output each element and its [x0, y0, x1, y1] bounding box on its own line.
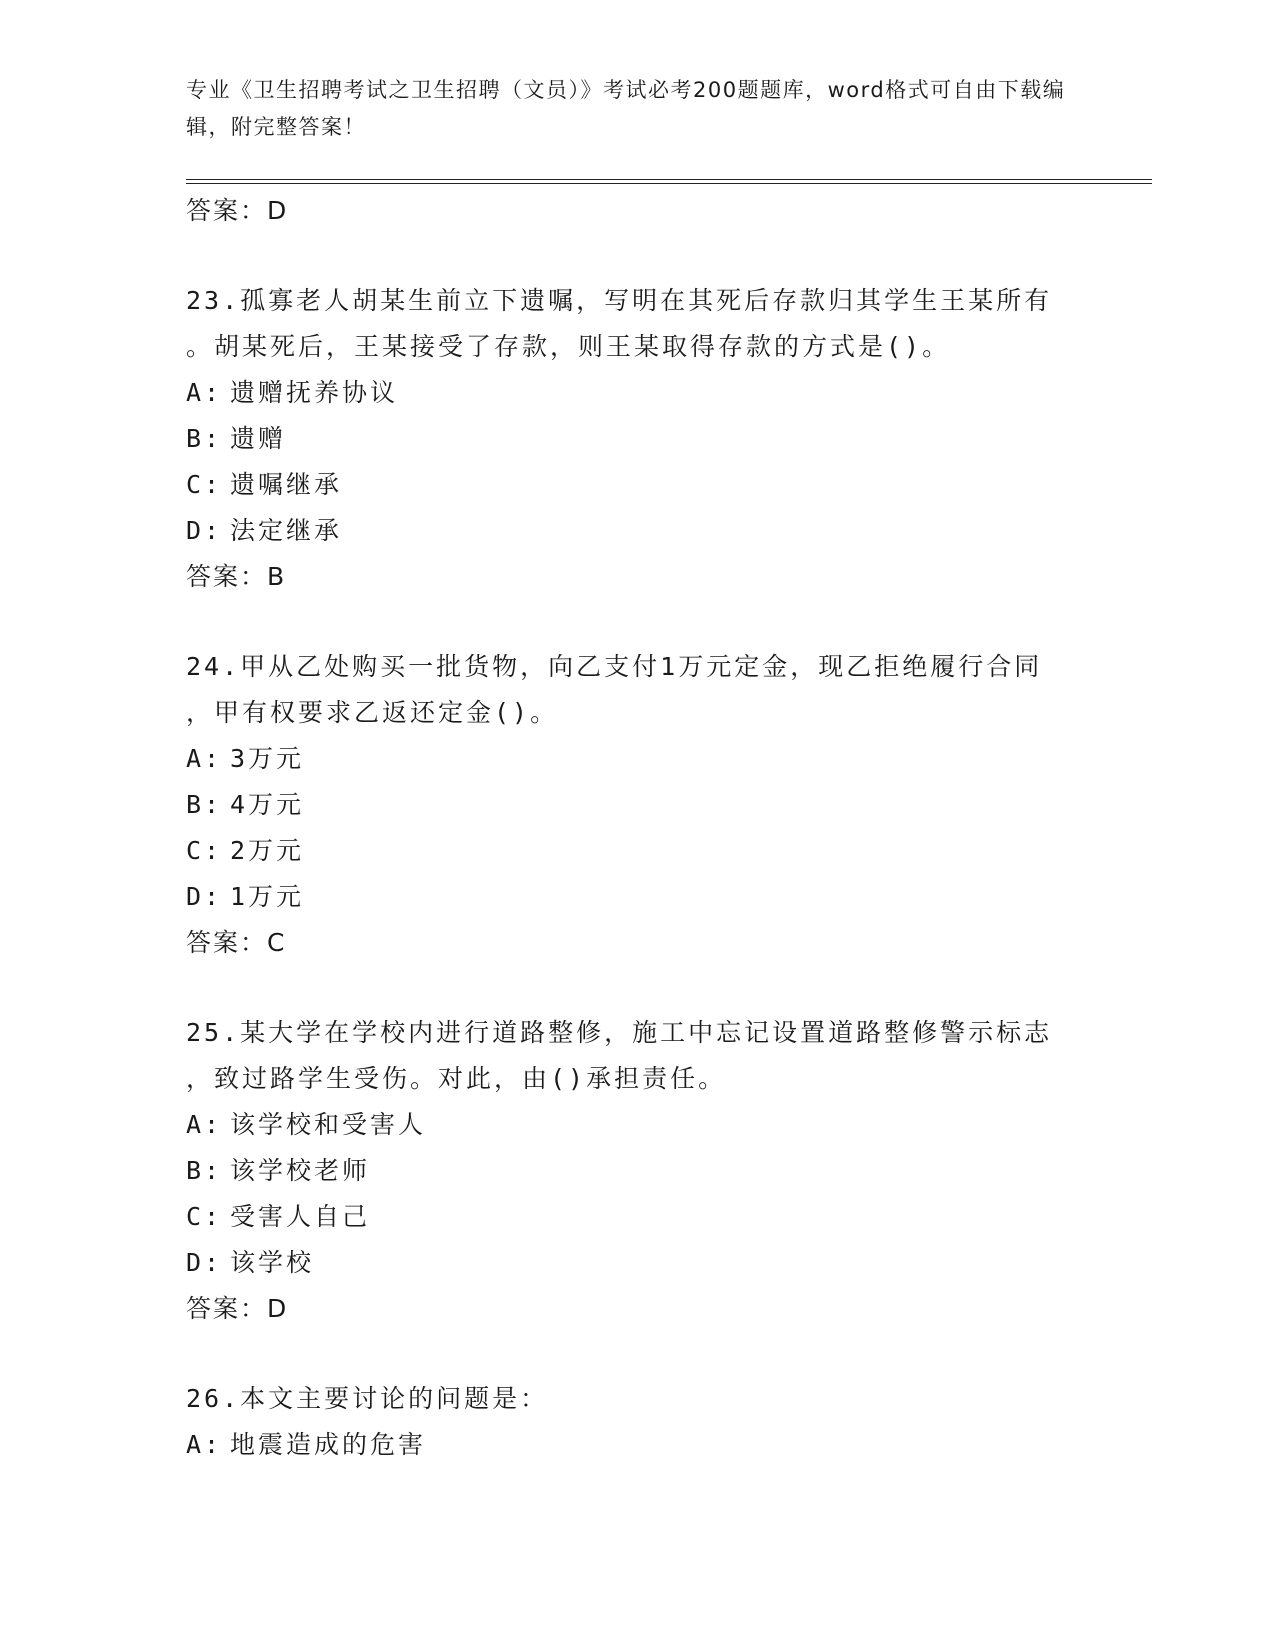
header-rule-top — [186, 179, 1152, 180]
question-line-2: ，致过路学生受伤。对此，由()承担责任。 — [186, 1064, 727, 1093]
question-number: 23. — [186, 286, 241, 315]
option-c — [186, 462, 1086, 508]
question-line-2: 。胡某死后，王某接受了存款，则王某取得存款的方式是()。 — [186, 332, 951, 361]
option-text: 该学校 — [230, 1248, 315, 1277]
question-number: 26. — [186, 1384, 241, 1413]
question-line-2: ，甲有权要求乙返还定金()。 — [186, 698, 559, 727]
question-line-1: 本文主要讨论的问题是： — [240, 1384, 549, 1413]
question-line-1: 甲从乙处购买一批货物，向乙支付1万元定金，现乙拒绝履行合同 — [240, 652, 1043, 681]
option-letter: B: — [186, 424, 223, 453]
option-d — [186, 1240, 1086, 1286]
option-text: 受害人自己 — [230, 1202, 371, 1231]
answer: 答案：D — [186, 1294, 289, 1323]
option-text: 1万元 — [230, 882, 305, 911]
question-26 — [186, 1376, 1086, 1468]
question-text — [186, 278, 1076, 370]
option-a — [186, 736, 1086, 782]
option-c — [186, 1194, 1086, 1240]
option-letter: C: — [186, 836, 223, 865]
header-rule-bottom — [186, 183, 1152, 184]
option-letter: A: — [186, 1110, 223, 1139]
answer: 答案：B — [186, 562, 287, 591]
option-text: 遗嘱继承 — [230, 470, 343, 499]
option-a — [186, 1422, 1086, 1468]
option-letter: A: — [186, 1430, 223, 1459]
answer-prev: 答案：D — [186, 196, 289, 225]
question-25 — [186, 1010, 1086, 1332]
question-line-1: 孤寡老人胡某生前立下遗嘱，写明在其死后存款归其学生王某所有 — [240, 286, 1053, 315]
option-letter: B: — [186, 1156, 223, 1185]
question-number: 24. — [186, 652, 241, 681]
option-letter: D: — [186, 516, 223, 545]
option-text: 3万元 — [230, 744, 305, 773]
option-letter: D: — [186, 1248, 223, 1277]
option-text: 4万元 — [230, 790, 305, 819]
option-letter: B: — [186, 790, 223, 819]
option-text: 该学校和受害人 — [230, 1110, 427, 1139]
option-a — [186, 370, 1086, 416]
option-letter: D: — [186, 882, 223, 911]
question-line-1: 某大学在学校内进行道路整修，施工中忘记设置道路整修警示标志 — [240, 1018, 1053, 1047]
option-text: 遗赠 — [230, 424, 287, 453]
option-letter: A: — [186, 378, 223, 407]
option-text: 该学校老师 — [230, 1156, 371, 1185]
option-d — [186, 508, 1086, 554]
option-letter: A: — [186, 744, 223, 773]
question-23 — [186, 278, 1086, 600]
answer: 答案：C — [186, 928, 287, 957]
option-letter: C: — [186, 1202, 223, 1231]
document-body — [186, 188, 1086, 1468]
question-text — [186, 1010, 1076, 1102]
option-text: 法定继承 — [230, 516, 343, 545]
question-number: 25. — [186, 1018, 241, 1047]
option-b — [186, 416, 1086, 462]
option-d — [186, 874, 1086, 920]
option-b — [186, 782, 1086, 828]
option-text: 地震造成的危害 — [230, 1430, 427, 1459]
question-text — [186, 644, 1076, 736]
document-header — [186, 72, 1066, 146]
option-b — [186, 1148, 1086, 1194]
option-c — [186, 828, 1086, 874]
option-text: 遗赠抚养协议 — [230, 378, 399, 407]
question-24 — [186, 644, 1086, 966]
option-letter: C: — [186, 470, 223, 499]
option-text: 2万元 — [230, 836, 305, 865]
question-text — [186, 1376, 1076, 1422]
header-text: 专业《卫生招聘考试之卫生招聘（文员）》考试必考200题题库，word格式可自由下载编辑，附完整答案！ — [186, 78, 1066, 139]
option-a — [186, 1102, 1086, 1148]
